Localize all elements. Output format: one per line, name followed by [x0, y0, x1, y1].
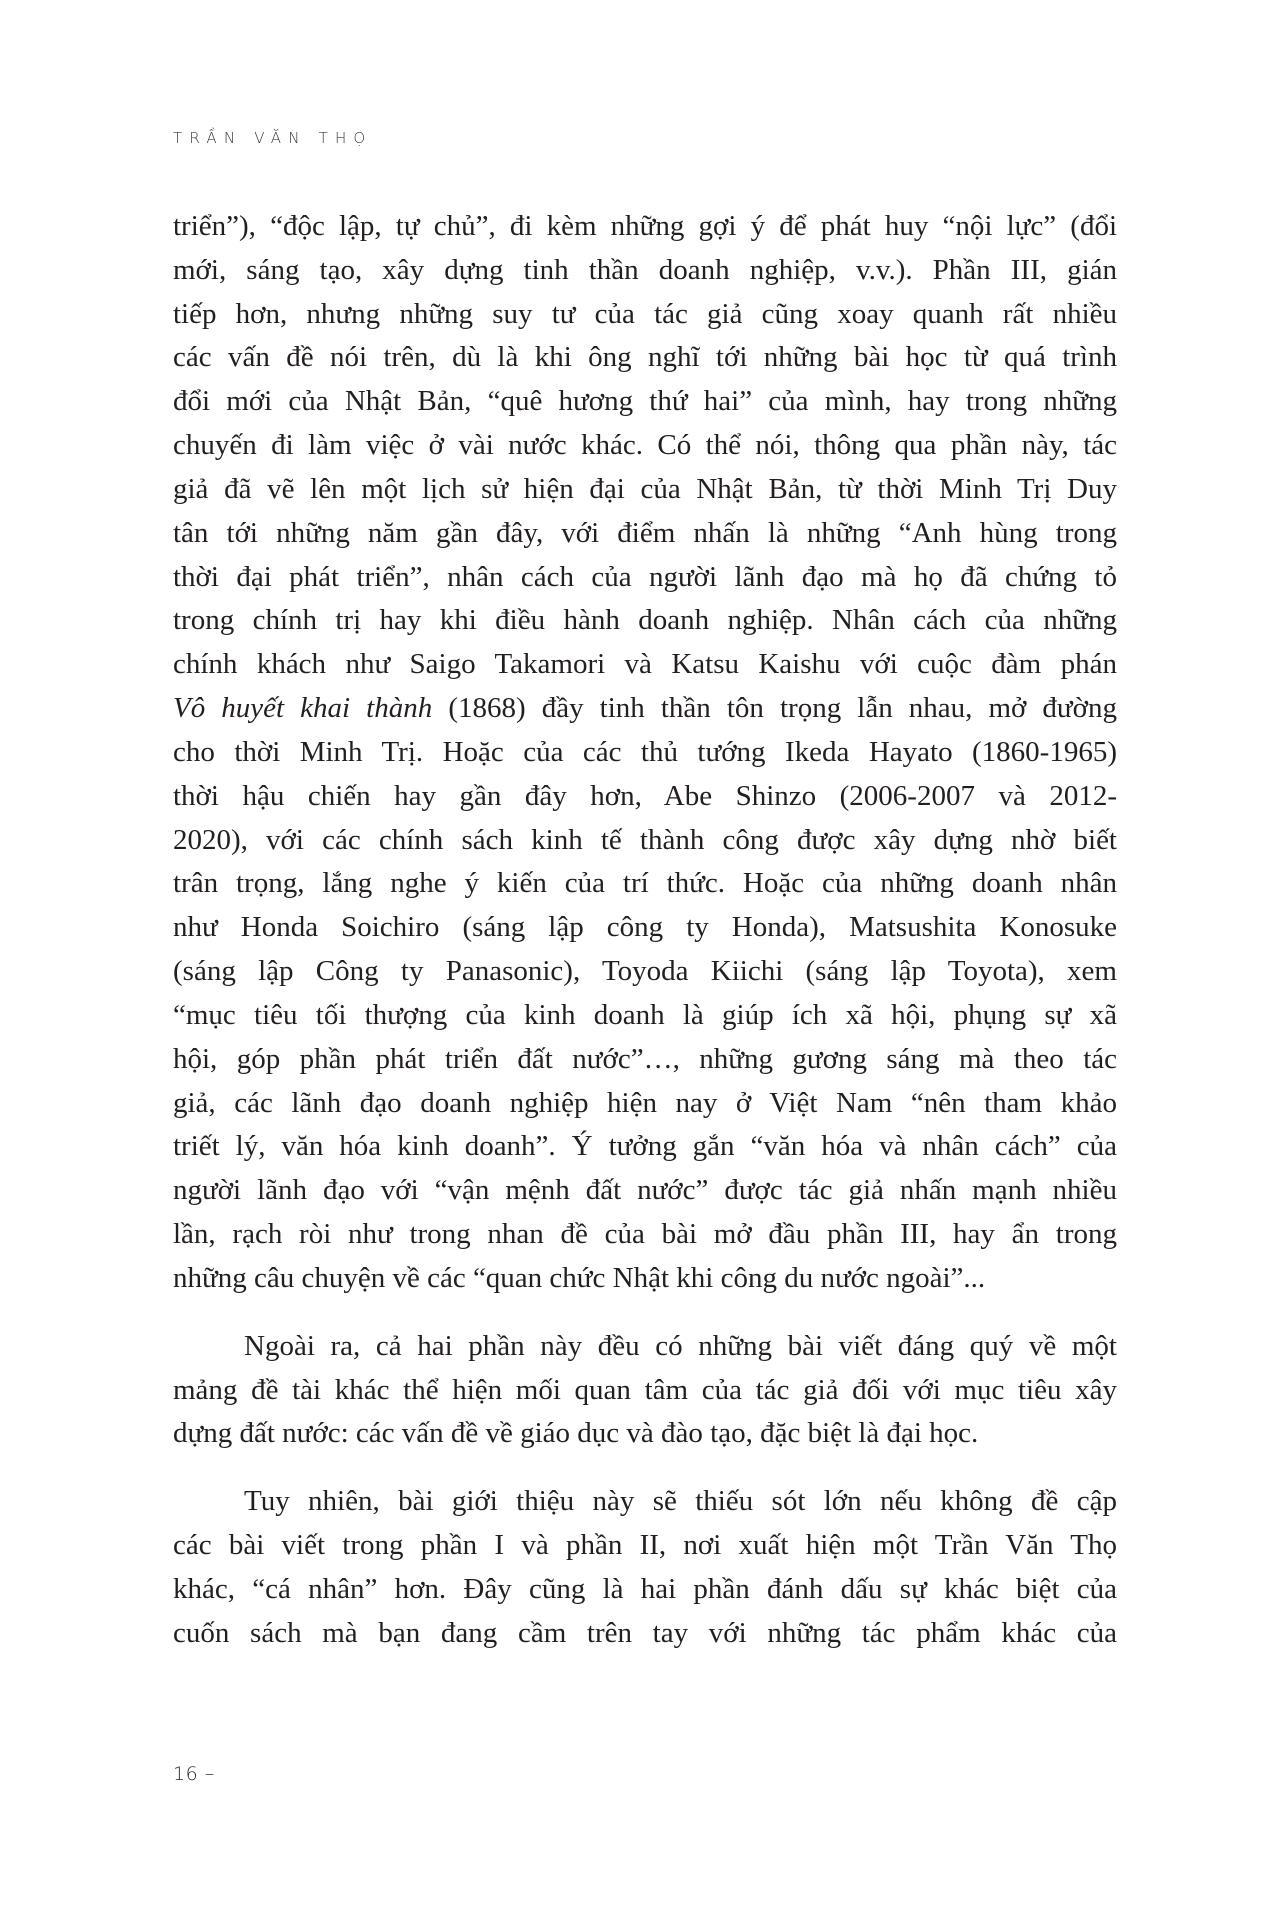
text-line: các bài viết trong phần I và phần II, nơi xuất hiện một Trần Văn Thọ	[173, 1529, 1117, 1562]
text-line: thời đại phát triển”, nhân cách của người lãnh đạo mà họ đã chứng tỏ	[173, 560, 1117, 593]
text-line: Tuy nhiên, bài giới thiệu này sẽ thiếu sót lớn nếu không đề cập	[244, 1485, 1117, 1518]
text-line-with-italic-title	[173, 687, 1117, 731]
page-number: 16 –	[173, 1763, 215, 1785]
text-line: Ngoài ra, cả hai phần này đều có những bài viết đáng quý về một	[244, 1329, 1117, 1362]
text-line: các vấn đề nói trên, dù là khi ông nghĩ tới những bài học từ quá trình	[173, 341, 1117, 374]
text-line: cuốn sách mà bạn đang cầm trên tay với những tác phẩm khác của	[173, 1616, 1117, 1649]
text-line: hội, góp phần phát triển đất nước”…, những gương sáng mà theo tác	[173, 1042, 1117, 1075]
italic-title: Vô huyết khai thành	[173, 692, 433, 725]
text-line: mảng đề tài khác thể hiện mối quan tâm của tác giả đối với mục tiêu xây	[173, 1373, 1117, 1406]
text-line: lần, rạch ròi như trong nhan đề của bài mở đầu phần III, hay ẩn trong	[173, 1218, 1117, 1251]
text-line: “mục tiêu tối thượng của kinh doanh là giúp ích xã hội, phụng sự xã	[173, 998, 1117, 1031]
text-line: 2020), với các chính sách kinh tế thành công được xây dựng nhờ biết	[173, 823, 1117, 856]
text-line-rest: (1868) đầy tinh thần tôn trọng lẫn nhau, mở đường	[448, 692, 1117, 725]
running-head: TRẦN VĂN THỌ	[173, 129, 373, 147]
text-line: những câu chuyện về các “quan chức Nhật khi công du nước ngoài”...	[173, 1261, 986, 1294]
text-line: cho thời Minh Trị. Hoặc của các thủ tướng Ikeda Hayato (1860-1965)	[173, 735, 1117, 768]
text-line: triết lý, văn hóa kinh doanh”. Ý tưởng gắn “văn hóa và nhân cách” của	[173, 1130, 1117, 1163]
text-line: khác, “cá nhân” hơn. Đây cũng là hai phần đánh dấu sự khác biệt của	[173, 1572, 1117, 1605]
text-line: mới, sáng tạo, xây dựng tinh thần doanh nghiệp, v.v.). Phần III, gián	[173, 253, 1117, 286]
text-line: người lãnh đạo với “vận mệnh đất nước” được tác giả nhấn mạnh nhiều	[173, 1174, 1117, 1207]
text-line: dựng đất nước: các vấn đề về giáo dục và đào tạo, đặc biệt là đại học.	[173, 1417, 979, 1450]
paragraph-3	[173, 1480, 1117, 1655]
text-line: thời hậu chiến hay gần đây hơn, Abe Shinzo (2006-2007 và 2012-	[173, 779, 1117, 812]
paragraph-1	[173, 205, 1117, 1301]
text-line: tân tới những năm gần đây, với điểm nhấn là những “Anh hùng trong	[173, 516, 1117, 549]
text-line: (sáng lập Công ty Panasonic), Toyoda Kiichi (sáng lập Toyota), xem	[173, 955, 1117, 988]
text-line: giả, các lãnh đạo doanh nghiệp hiện nay ở Việt Nam “nên tham khảo	[173, 1086, 1117, 1119]
text-line: chuyến đi làm việc ở vài nước khác. Có thể nói, thông qua phần này, tác	[173, 429, 1117, 462]
paragraph-2	[173, 1325, 1117, 1456]
text-line: giả đã vẽ lên một lịch sử hiện đại của Nhật Bản, từ thời Minh Trị Duy	[173, 472, 1117, 505]
text-line: tiếp hơn, nhưng những suy tư của tác giả cũng xoay quanh rất nhiều	[173, 297, 1117, 330]
text-line: chính khách như Saigo Takamori và Katsu Kaishu với cuộc đàm phán	[173, 648, 1117, 681]
text-line: như Honda Soichiro (sáng lập công ty Honda), Matsushita Konosuke	[173, 911, 1117, 944]
text-line: trong chính trị hay khi điều hành doanh nghiệp. Nhân cách của những	[173, 604, 1117, 637]
body-text	[173, 205, 1117, 1680]
text-line: đổi mới của Nhật Bản, “quê hương thứ hai” của mình, hay trong những	[173, 385, 1117, 418]
text-line: triển”), “độc lập, tự chủ”, đi kèm những gợi ý để phát huy “nội lực” (đổi	[173, 210, 1117, 242]
text-line: trân trọng, lắng nghe ý kiến của trí thức. Hoặc của những doanh nhân	[173, 867, 1117, 900]
